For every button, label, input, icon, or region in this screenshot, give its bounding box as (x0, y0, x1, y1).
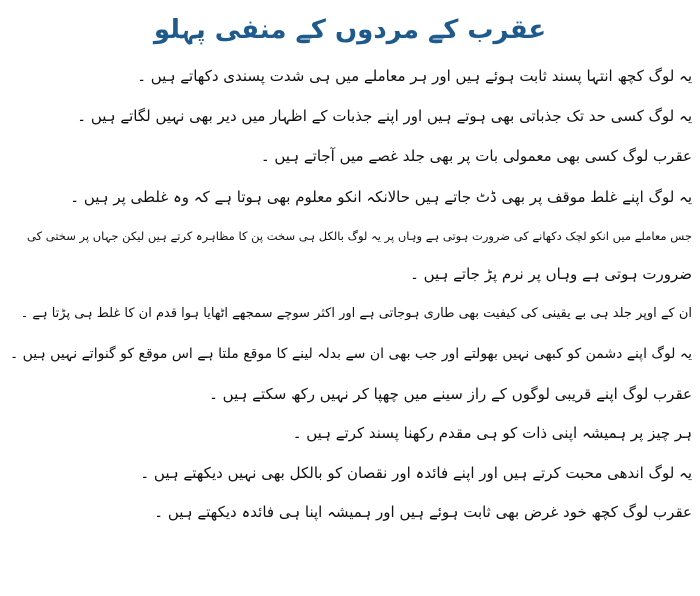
text-line: یہ لوگ اندھی محبت کرتے ہیں اور اپنے فائدہ اور نقصان کو بالکل بھی نہیں دیکھتے ہیں ۔ (140, 464, 692, 482)
text-line: ان کے اوپر جلد ہی بے یقینی کی کیفیت بھی طاری ہوجاتی ہے اور اکثر سوچے سمجھے اٹھایا ہوا قدم ان کا غلط ہی پڑتا ہے ۔ (20, 306, 692, 321)
article-title: عقرب کے مردوں کے منفی پہلو (153, 15, 547, 45)
text-line: یہ لوگ کسی حد تک جذباتی بھی ہوتے ہیں اور اپنے جذبات کے اظہار میں دیر بھی نہیں لگاتے ہیں ۔ (77, 107, 692, 125)
text-line: عقرب لوگ اپنے قریبی لوگوں کے راز سینے میں چھپا کر نہیں رکھ سکتے ہیں ۔ (209, 385, 692, 403)
text-line: یہ لوگ اپنے دشمن کو کبھی نہیں بھولتے اور جب بھی ان سے بدلہ لینے کا موقع ملتا ہے اس موقع کو گنواتے نہیں ہیں ۔ (9, 346, 692, 362)
text-line: ضرورت ہوتی ہے وہاں پر نرم پڑ جاتے ہیں ۔ (410, 265, 692, 283)
text-line: عقرب لوگ کسی بھی معمولی بات پر بھی جلد غصے میں آجاتے ہیں ۔ (260, 147, 692, 165)
text-line: یہ لوگ اپنے غلط موقف پر بھی ڈٹ جاتے ہیں حالانکہ انکو معلوم بھی ہوتا ہے کہ وہ غلطی پر ہیں ۔ (70, 188, 692, 206)
text-line: عقرب لوگ کچھ خود غرض بھی ثابت ہوئے ہیں اور ہمیشہ اپنا ہی فائدہ دیکھتے ہیں ۔ (154, 503, 692, 521)
text-line: جس معاملے میں انکو لچک دکھانے کی ضرورت ہوتی ہے وہاں پر یہ لوگ بالکل ہی سخت پن کا مظاہرہ کرتے ہیں لیکن جہاں پر سختی کی (27, 229, 692, 243)
text-line: ہر چیز پر ہمیشہ اپنی ذات کو ہی مقدم رکھنا پسند کرتے ہیں ۔ (292, 424, 692, 442)
text-line: یہ لوگ کچھ انتہا پسند ثابت ہوئے ہیں اور ہر معاملے میں ہی شدت پسندی دکھاتے ہیں ۔ (137, 67, 692, 85)
